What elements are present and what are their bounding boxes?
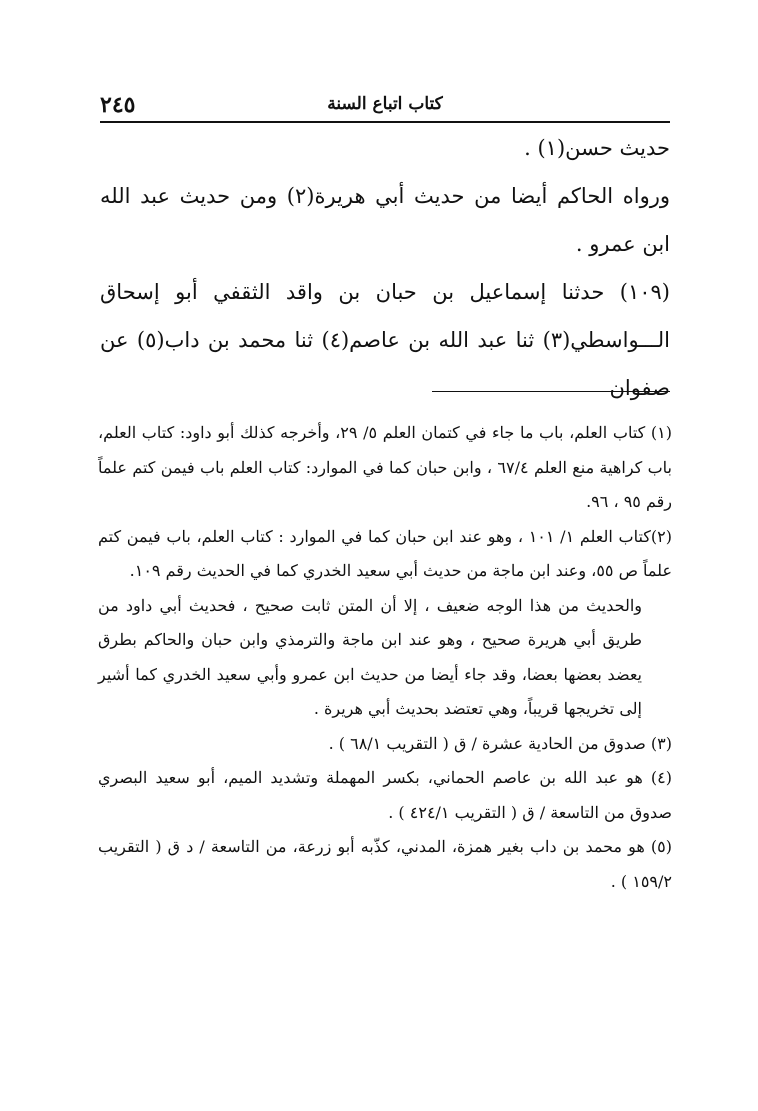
header-rule <box>100 121 670 123</box>
main-text <box>100 124 670 412</box>
footnote-3: (٣) صدوق من الحادية عشرة / ق ( التقريب ٦٨/١ ) . <box>328 733 672 753</box>
footnote-2: (٢)كتاب العلم ١/ ١٠١ ، وهو عند ابن حبان كما في الموارد : كتاب العلم، باب فيمن كتم علماً ص ٥٥، وعند ابن ماجة من حديث أبي سعيد الخدري كما في الحديث رقم ١٠٩. <box>98 526 672 580</box>
footnote-4: (٤) هو عبد الله بن عاصم الحماني، بكسر المهملة وتشديد الميم، أبو سعيد البصري صدوق من التاسعة / ق ( التقريب ٤٢٤/١ ) . <box>98 768 672 822</box>
footnote-2-continuation: والحديث من هذا الوجه ضعيف ، إلا أن المتن ثابت صحيح ، فحديث أبي داود من طريق أبي هريرة صحيح ، وهو عند ابن ماجة والترمذي وابن حبان والحاكم بطرق يعضد بعضها بعضا، وقد جاء أيضا من حديث ابن عمرو وأبي سعيد الخدري كما أشير إلى تخريجها قريباً، وهي تعتضد بحديث أبي هريرة . <box>98 595 642 718</box>
body-paragraph: حديث حسن(١) . <box>524 136 670 160</box>
page-number: ٢٤٥ <box>100 92 136 118</box>
running-title: كتاب اتباع السنة <box>327 94 443 114</box>
footnote-5: (٥) هو محمد بن داب بغير همزة، المدني، كذّبه أبو زرعة، من التاسعة / د ق ( التقريب ١٥٩/٢ ) . <box>98 837 672 891</box>
footnote-separator <box>432 391 670 392</box>
body-paragraph: (١٠٩) حدثنا إسماعيل بن حبان بن واقد الثقفي أبو إسحاق الـــواسطي(٣) ثنا عبد الله بن عاصم(٤) ثنا محمد بن داب(٥) عن صفوان <box>100 280 670 400</box>
footnote-1: (١) كتاب العلم، باب ما جاء في كتمان العلم ٥/ ٢٩، وأخرجه كذلك أبو داود: كتاب العلم، باب كراهية منع العلم ٦٧/٤ ، وابن حبان كما في الموارد: كتاب العلم باب فيمن كتم علماً رقم ٩٥ ، ٩٦. <box>98 423 672 511</box>
footnotes <box>98 416 672 899</box>
body-paragraph: ورواه الحاكم أيضا من حديث أبي هريرة(٢) ومن حديث عبد الله ابن عمرو . <box>100 184 671 256</box>
page-header <box>100 92 670 120</box>
